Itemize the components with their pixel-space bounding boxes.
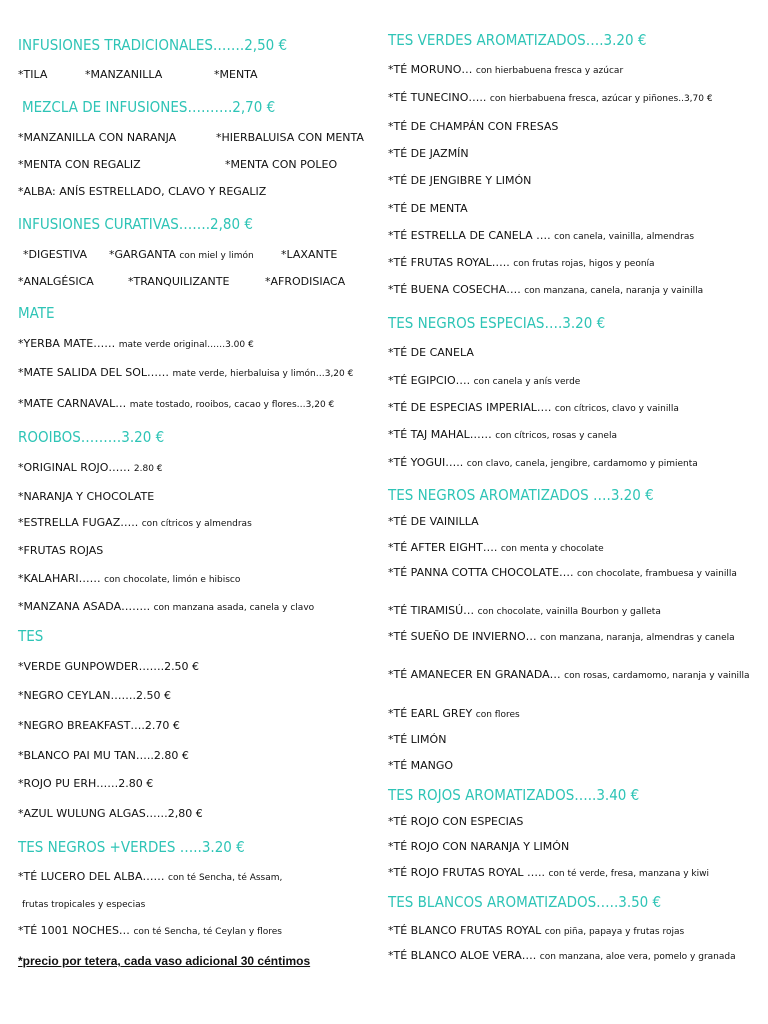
item-description: con cítricos, clavo y vainilla: [554, 404, 679, 414]
item-description: mate tostado, rooibos, cacao y flores…3,20 €: [129, 400, 335, 410]
item-description: 2.80 €: [133, 464, 163, 474]
menu-item: [388, 630, 758, 645]
menu-item: [18, 461, 380, 476]
item-name: *TÉ TUNECINO…..: [388, 91, 487, 104]
item-name: *TÉ SUEÑO DE INVIERNO…: [388, 630, 537, 643]
tes-heading: TES: [18, 627, 44, 645]
item-name: *TÉ BLANCO ALOE VERA….: [388, 949, 537, 962]
item-name: *TÉ EGIPCIO….: [388, 374, 471, 387]
menu-item: *VERDE GUNPOWDER…….2.50 €: [18, 660, 200, 673]
menu-item: [388, 202, 758, 216]
menu-item: [388, 604, 758, 619]
item-description: con miel y limón: [179, 251, 254, 261]
item-description: mate verde original……3.00 €: [118, 340, 254, 350]
menu-item: *BLANCO PAI MU TAN…..2.80 €: [18, 749, 189, 762]
menu-item: [388, 283, 758, 298]
item-name: *TÉ DE JAZMÍN: [388, 147, 469, 160]
menu-item: [388, 541, 758, 556]
menu-item: [388, 949, 758, 964]
item-description: con rosas, cardamomo, naranja y vainilla: [564, 671, 750, 681]
menu-item: *NEGRO BREAKFAST….2.70 €: [18, 719, 180, 732]
menu-item-tila: *TILA: [18, 68, 48, 81]
menu-item: *MENTA CON REGALIZ: [18, 158, 141, 171]
menu-item: *MANZANILLA CON NARANJA: [18, 131, 177, 144]
item-description: con chocolate, frambuesa y vainilla: [577, 569, 737, 579]
menu-item: *LAXANTE: [281, 248, 338, 261]
item-description: con chocolate, vainilla Bourbon y galleta: [477, 607, 661, 617]
menu-item: *AZUL WULUNG ALGAS……2,80 €: [18, 807, 203, 820]
menu-item: [388, 120, 758, 134]
item-description: con manzana, aloe vera, pomelo y granada: [539, 952, 736, 962]
item-description: con cítricos y almendras: [141, 519, 252, 529]
menu-item: [388, 566, 758, 581]
menu-item: [18, 397, 380, 412]
item-description: con canela, vainilla, almendras: [554, 232, 695, 242]
item-name: *TÉ TIRAMISÚ…: [388, 604, 475, 617]
item-name: *NARANJA Y CHOCOLATE: [18, 490, 155, 503]
mezcla-heading: MEZCLA DE INFUSIONES……….2,70 €: [22, 98, 276, 116]
item-description: con té verde, fresa, manzana y kiwi: [548, 869, 709, 879]
menu-item: [18, 572, 380, 587]
menu-item: [388, 401, 758, 416]
item-description: con té Sencha, té Ceylan y flores: [133, 927, 282, 937]
item-name: *TÉ ROJO CON ESPECIAS: [388, 815, 524, 828]
item-name: *ESTRELLA FUGAZ…..: [18, 516, 139, 529]
menu-item: [388, 515, 758, 529]
menu-item: *DIGESTIVA: [23, 248, 87, 261]
item-description: con chocolate, limón e hibisco: [104, 575, 241, 585]
item-description: mate verde, hierbaluisa y limón…3,20 €: [172, 369, 354, 379]
item-name: *TÉ BUENA COSECHA….: [388, 283, 521, 296]
item-name: *TÉ 1001 NOCHES…: [18, 924, 130, 937]
item-name: *MATE CARNAVAL…: [18, 397, 127, 410]
menu-item: [22, 897, 384, 912]
item-name: *TÉ TAJ MAHAL……: [388, 428, 492, 441]
item-name: *TÉ ROJO FRUTAS ROYAL …..: [388, 866, 545, 879]
item-name: *TÉ LUCERO DEL ALBA……: [18, 870, 165, 883]
negros-especias-heading: TES NEGROS ESPECIAS….3.20 €: [388, 314, 606, 332]
menu-item: [18, 870, 380, 885]
item-description: con frutas rojas, higos y peonía: [513, 259, 655, 269]
item-name: *TÉ DE VAINILLA: [388, 515, 479, 528]
menu-item: [388, 63, 758, 78]
item-name: *TÉ EARL GREY: [388, 707, 473, 720]
menu-item: *AFRODISIACA: [265, 275, 346, 288]
item-name: *TÉ AMANECER EN GRANADA…: [388, 668, 561, 681]
menu-item: [388, 428, 758, 443]
menu-item: [388, 456, 758, 471]
menu-item: *TRANQUILIZANTE: [128, 275, 230, 288]
menu-item-manzanilla: *MANZANILLA: [85, 68, 163, 81]
item-description: con hierbabuena fresca, azúcar y piñones..3,70 €: [489, 94, 713, 104]
footer-note: *precio por tetera, cada vaso adicional 30 céntimos: [18, 954, 311, 968]
item-name: *TÉ YOGUI…..: [388, 456, 464, 469]
item-name: *TÉ MORUNO…: [388, 63, 473, 76]
mate-heading: MATE: [18, 304, 55, 322]
item-name: *TÉ DE CHAMPÁN CON FRESAS: [388, 120, 559, 133]
menu-item: [18, 544, 380, 558]
curativas-heading: INFUSIONES CURATIVAS…….2,80 €: [18, 215, 253, 233]
menu-item: [388, 147, 758, 161]
verdes-heading: TES VERDES AROMATIZADOS….3.20 €: [388, 31, 647, 49]
menu-item: *HIERBALUISA CON MENTA: [216, 131, 364, 144]
item-name: *TÉ LIMÓN: [388, 733, 447, 746]
item-name: *TÉ ESTRELLA DE CANELA ….: [388, 229, 551, 242]
menu-item: [388, 924, 758, 939]
item-description: con clavo, canela, jengibre, cardamomo y pimienta: [466, 459, 698, 469]
menu-item: [388, 866, 758, 881]
menu-item: *ANALGÉSICA: [18, 275, 94, 288]
menu-item: [18, 490, 380, 504]
negros-aromatizados-heading: TES NEGROS AROMATIZADOS ….3.20 €: [388, 486, 654, 504]
menu-item: [18, 366, 380, 381]
item-name: *YERBA MATE……: [18, 337, 116, 350]
item-name: *TÉ DE CANELA: [388, 346, 474, 359]
item-name: *KALAHARI……: [18, 572, 101, 585]
menu-item: *ALBA: ANÍS ESTRELLADO, CLAVO Y REGALIZ: [18, 185, 267, 198]
negros-verdes-heading: TES NEGROS +VERDES …..3.20 €: [18, 838, 245, 856]
item-name: *TÉ FRUTAS ROYAL…..: [388, 256, 510, 269]
item-name: *GARGANTA: [109, 248, 176, 261]
item-description: frutas tropicales y especias: [22, 900, 146, 910]
item-description: con canela y anís verde: [473, 377, 581, 387]
item-description: con hierbabuena fresca y azúcar: [475, 66, 624, 76]
item-name: *TÉ DE MENTA: [388, 202, 468, 215]
item-name: *TÉ BLANCO FRUTAS ROYAL: [388, 924, 542, 937]
item-description: con cítricos, rosas y canela: [495, 431, 617, 441]
menu-item: [18, 924, 380, 939]
menu-item: *NEGRO CEYLAN…….2.50 €: [18, 689, 171, 702]
menu-item: *ROJO PU ERH……2.80 €: [18, 777, 154, 790]
blancos-heading: TES BLANCOS AROMATIZADOS…..3.50 €: [388, 893, 662, 911]
menu-item: [388, 733, 758, 747]
menu-item: *MENTA CON POLEO: [225, 158, 338, 171]
item-description: con té Sencha, té Assam,: [168, 873, 283, 883]
menu-item: [388, 91, 758, 106]
menu-item: [109, 248, 254, 263]
menu-item: [388, 707, 758, 722]
item-name: *TÉ MANGO: [388, 759, 454, 772]
menu-item: [388, 759, 758, 773]
menu-item: [18, 516, 380, 531]
menu-item: [388, 815, 758, 829]
menu-item-menta: *MENTA: [214, 68, 258, 81]
item-name: *ORIGINAL ROJO……: [18, 461, 131, 474]
item-name: *TÉ ROJO CON NARANJA Y LIMÓN: [388, 840, 570, 853]
menu-item: [388, 256, 758, 271]
item-description: con piña, papaya y frutas rojas: [544, 927, 685, 937]
menu-item: [388, 174, 758, 188]
item-name: *FRUTAS ROJAS: [18, 544, 104, 557]
item-description: con manzana asada, canela y clavo: [153, 603, 315, 613]
item-name: *TÉ PANNA COTTA CHOCOLATE….: [388, 566, 574, 579]
item-name: *MATE SALIDA DEL SOL……: [18, 366, 170, 379]
menu-item: [388, 840, 758, 854]
item-name: *TÉ DE ESPECIAS IMPERIAL….: [388, 401, 552, 414]
menu-item: [388, 229, 758, 244]
item-description: con menta y chocolate: [500, 544, 604, 554]
rooibos-heading: ROOIBOS………3.20 €: [18, 428, 165, 446]
item-description: con manzana, canela, naranja y vainilla: [524, 286, 704, 296]
menu-item: [388, 346, 758, 360]
rojos-heading: TES ROJOS AROMATIZADOS…..3.40 €: [388, 786, 640, 804]
menu-item: [388, 668, 758, 683]
menu-item: [18, 600, 380, 615]
infusiones-tradicionales-heading: INFUSIONES TRADICIONALES…….2,50 €: [18, 36, 288, 54]
menu-item: [18, 337, 380, 352]
item-name: *TÉ DE JENGIBRE Y LIMÓN: [388, 174, 532, 187]
item-name: *TÉ AFTER EIGHT….: [388, 541, 498, 554]
menu-item: [388, 374, 758, 389]
item-description: con flores: [475, 710, 520, 720]
item-description: con manzana, naranja, almendras y canela: [540, 633, 735, 643]
item-name: *MANZANA ASADA……..: [18, 600, 151, 613]
